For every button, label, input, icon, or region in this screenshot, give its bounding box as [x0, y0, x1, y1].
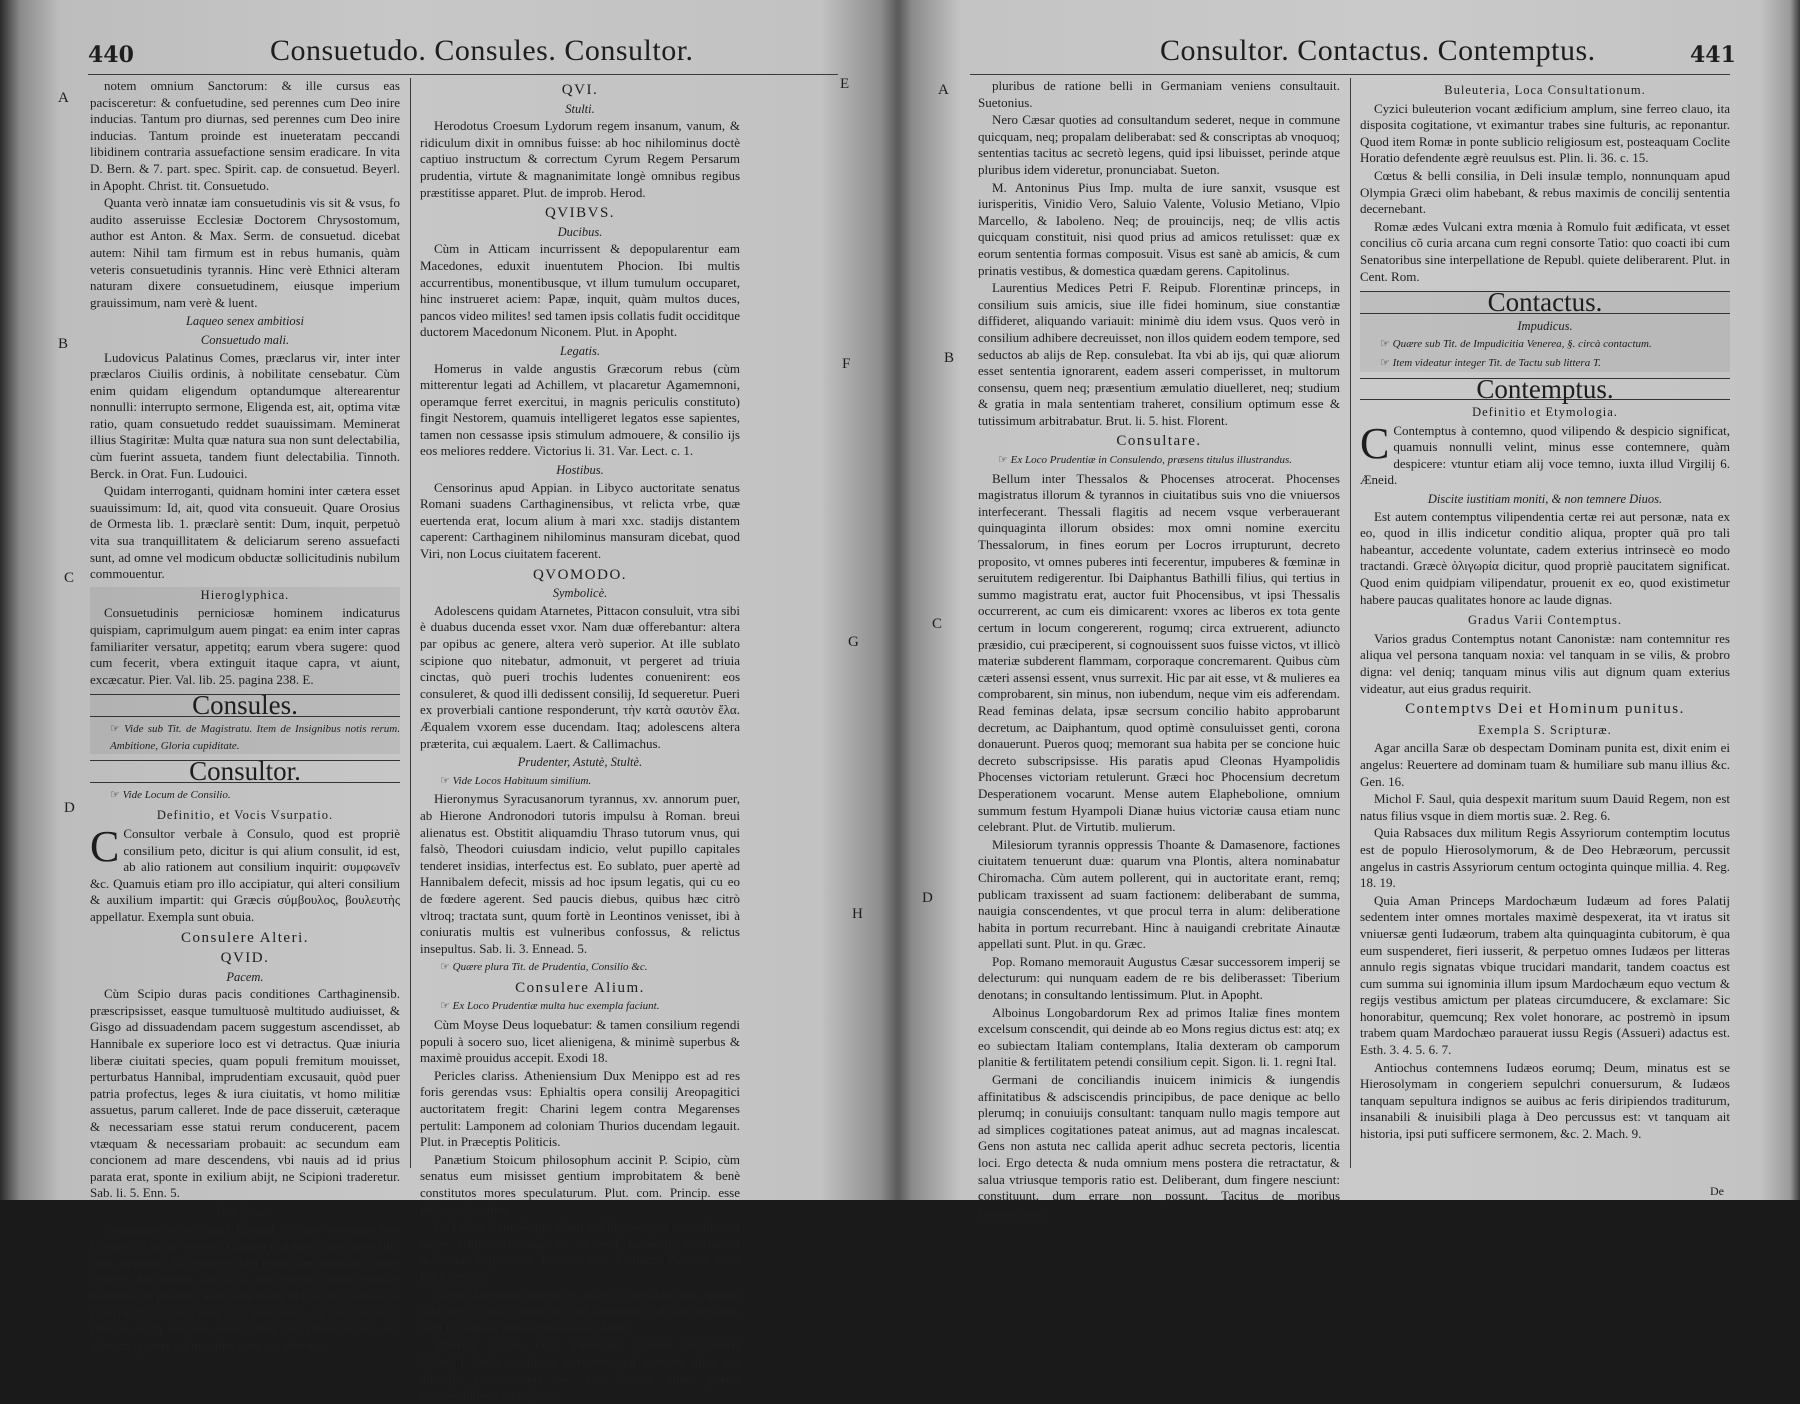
paragraph: Quia Aman Princeps Mardochæum Iudæum ad fores Palatij sedentem inter omnes mortales maximè despexerat, ita vt iratus sit vniuersæ genti Iudæorum, trabem alta quinquaginta cubitorum, è qua eum suspenderet, fieri iusserit, & perpetuo omnes Iudæos per litteras annulo regis signatas vbique trucidari mandarit, tandem coactus est cum summa sui ignominia illum ipsum Mardochæum equo vectum & regijs vestibus amictum per plateas circumducere, & exclamare: Sic honorabitur, quemcunq; Rex volet honorare, ac postremò in ipsum trabem quam Mardochæo parauerat iussu Regis (Assueri) adactus est. Esth. 3. 4. 5. 6. 7.: [1360, 892, 1730, 1058]
section-heading: QVIBVS.: [544, 205, 616, 222]
section-heading: Contemptvs Dei et Hominum punitus.: [1405, 701, 1685, 718]
section-heading: QVID.: [220, 950, 270, 967]
paragraph: Ludovicus Palatinus Comes, præclarus vir, inter inter præclaros Ciuilis ordinis, à nobilitate censebatur. Cùm enim quidam eligendum optandumque alterearentur nonnulli: interrupto sermone, Eligenda est, ait, optima vitæ ratio, quam consuetudo reddet suauissimam. Meminerat illius Stagiritæ: Multa quæ natura sua non sunt delectabilia, cùm fuerint assueta, tandem fiunt delectabilia. Tinnoth. Berck. in Orat. Fun. Ludouici.: [90, 349, 400, 481]
paragraph: Germani de conciliandis inuicem inimicis & iungendis affinitatibus & adsciscendis principibus, de pace denique ac bello plerumq; in conuiuijs consultant: tanquam nullo magis tempore aut ad simplices cogitationes pateat animus, aut ad magnas incalescat. Gens non astuta nec callida aperit adhuc secreta pectoris, licentia loci. Ergo detecta & nuda omnium mens postera die retractatur, & salua vtriusque temporis ratio est. Deliberant, dum fingere nesciunt: constituunt, dum errare non possunt. Tacitus de moribus Germanorum.: [978, 1072, 1340, 1220]
right-page: [910, 0, 1800, 1220]
paragraph: Homerus in valde angustis Græcorum rebus (cùm mitterentur legati ad Achillem, vt placaretur Agamemnoni, operamque ferret exercitui, in magnis periculis constituto) fingit Nestorem, quamuis intelligeret legatos esse sapientes, tamen non cessasse ipsis stimulum admouere, & consilio ijs eos meliores reddere. Victorius li. 31. Var. Lect. c. 1.: [420, 360, 740, 459]
subheading: Stulti.: [565, 101, 595, 116]
paragraph: Laurentius Medices Petri F. Reipub. Florentinæ princeps, in consilium suis amicis, siue ille fidei hominum, siue constantiæ diffideret, aliquando variauit: minimè diu idem vsus. Quos verò in consilium adhibere decreuisset, non illos quidem eodem tempore, sed seductos ab alijs de Rep. consulebat. Ita vbi ab ijs, qui quæ aliorum esset sententia ignorarent, eadem asseri comperisset, in multorum consensu, quem neq; præsentium æmulatio diuelleret, neq; studium & gratia in mala sententiam traheret, consilium optimum esse & tutissimum arbitrabatur. Brut. li. 5. hist. Florent.: [978, 280, 1340, 428]
margin-letter-e: E: [840, 76, 850, 92]
subheading: Ducibus.: [557, 224, 603, 239]
paragraph: Cœtus & belli consilia, in Deli insulæ templo, nonnunquam apud Olympia Græci olim habebant, & rebus maximis de concilij sententia decernebant.: [1360, 167, 1730, 217]
left-page: [0, 0, 890, 1403]
subheading: Laqueo senex ambitiosi: [185, 314, 305, 329]
right-column-2: [1360, 78, 1730, 1188]
subheading: Legatis.: [560, 343, 600, 358]
running-head: Consultor. Contactus. Contemptus.: [1160, 34, 1596, 67]
paragraph: Cyzici buleuterion vocant ædificium amplum, sine ferreo clauo, ita disposita cogitatione, vt eximantur trabes sine fulturis, ac reponantur. Quod item Romæ in ponte sublicio religiosum est, posteaquam Coclite Horatio defendente ægrè reuulsus est. Plin. li. 36. c. 15.: [1360, 100, 1730, 166]
margin-letter-d: D: [922, 890, 933, 906]
paragraph: pluribus de ratione belli in Germaniam veniens consultauit. Suetonius.: [978, 78, 1340, 110]
page-number: 441: [1690, 42, 1736, 68]
section-heading: Definitio et Etymologia.: [1472, 405, 1618, 420]
cross-reference: ☞ Vide sub Tit. de Magistratu. Item de Insignibus notis rerum. Ambitione, Gloria cupiditate.: [110, 721, 400, 754]
left-column-1: [90, 78, 400, 1353]
section-title: Contactus.: [1360, 291, 1730, 314]
paragraph: Hieronymus Syracusanorum tyrannus, xv. annorum puer, ab Hierone Andronodori tutoris impulsu à Roman. breui alienatus est. Obstitit aliquamdiu Thraso tutorum vnus, qui falsò, Theodori cuiusdam indicio, velut pupillo capitales tenderet insidias, interfectus est. Eo sublato, puer apertè ad Hannibalem defecit, missis ad hoc ipsum legatis, qui cu eo de fœdere agerent. Sed paucis diebus, quibus hæc citrò vltroq; tractata sunt, quum fortè in Leontinos venisset, ibi à coniuratis multis est vulneribus confossus, & relictus insepultus. Sab. li. 3. Ennead. 5.: [420, 791, 740, 956]
section-heading: Hieroglyphica.: [200, 587, 290, 602]
subheading: Pacem.: [226, 969, 264, 984]
section-title: Consules.: [90, 694, 400, 717]
paragraph: Adolescens quidam Atarnetes, Pittacon consuluit, vtra sibi è duabus ducenda esset vxor. Nam duæ offerebantur: altera par opibus ac genere, altera verò superior. At ille sublato scipione quo nitebatur, admonuit, vt pergeret ad triuia cinctas, quò pueri trochis ludentes conuenirent: eos consuleret, & quod illi dedissent consilij, Id sequeretur. Pueri ex proverbiali cantione responderunt, τὴν κατὰ σαυτὸν ἔλα. Æqualem vxorem esse ducendam. Itaq; adolescens altera præterita, cui æqualem. Laert. & Callimachus.: [420, 602, 740, 751]
catchword: De: [1710, 1184, 1724, 1198]
paragraph: Panætium Stoicum philosophum accinit P. Scipio, cùm senatus eum misisset gentium improbitatem & benè constitutos mores speculaturum. Plut. com. Princip. esse philosophandum.: [420, 1151, 740, 1217]
subheading: Impudicus.: [1517, 318, 1573, 333]
cross-reference: ☞ Vide Locum de Consilio.: [110, 787, 400, 804]
section-heading: Exempla S. Scripturæ.: [1478, 722, 1612, 737]
verse-quote: Discite iustitiam moniti, & non temnere Diuos.: [1427, 492, 1663, 507]
section-heading: Consulere Alium.: [515, 979, 645, 996]
margin-letter-h: H: [852, 906, 863, 922]
paragraph: Pædagogvs senex apud Euripid. in Ione consuluit ipsi Creusæ, vt tollat veneno Xuthum maritum, cum nouo filio Ione, inquiens: Eapropter te iam multe hæc quiddam facere oportet. Aut gladio, aut dolo, aut veneno, istum interfice maritum, & puerum, antequam mors tibi ex illis veniat. Si enim negligis, & vitam istis reliqueris, tu periclitaberis. Duobus enim hostibus venientibus sub vnum tectum, aut alterum oportet infortunium pati, aut alterum.: [90, 1221, 400, 1353]
paragraph: Nero Cæsar quoties ad consultandum sederet, neque in commune quicquam, neq; propalam deliberabat: sed & conscriptas ab vnoquoq; sententias tacitus ac secretò legens, quid ipsi libuisset, perinde atque pluribus idem videretur, pronunciabat. Sueton.: [978, 112, 1340, 177]
paragraph: Cùm Scipio duras pacis conditiones Carthaginensib. præscripsisset, easque tumultuosè multitudo audiuisset, & Gisgo ad dissuadendam pacem suggestum ascendisset, ab Hannibale ex superiore loco est vi detractus. Quæ iniuria liberæ ciuitati species, quam populi fremitum mouisset, perturbatus Hannibal, imprudentiam excusauit, quòd puer patria profectus, leges & iura ciuitatis, vt homo militiæ assuetus, parum calleret. Inde de pace disseruit, cæteraque & necessariam esse statui rerum conducerent, pacem vtæquam & necessariam probauit: ac secundum eam concionem ad mare descendens, vbi nauis ad id prius parata erat, sponte in exilium abijt, ne Scipioni traderetur. Sab. li. 5. Enn. 5.: [90, 986, 400, 1201]
paragraph: M. Antoninus Pius Imp. multa de iure sanxit, vsusque est iurisperitis, Vinidio Vero, Saluio Valente, Volusio Metiano, Vlpio Marcello, & Iaboleno. Neq; de prouincijs, neq; de vllis actis quicquam constituit, nisi quod prius ad amicos retulisset: quæ ex eorum sententia formas composuit. Visus est sanè ab amicis, & cum prinatis vestibus, & domestica quædam gerens. Capitolinus.: [978, 179, 1340, 278]
paragraph: Antiochus contemnens Iudæos eorumq; Deum, minatus est se Hierosolymam in congeriem sepulchri conuersurum, & Iudæos tanquam sepultura indignos se auibus ac feris diripiendos traditurum, insanabili & inuisibili plaga à Deo percussus est: vt tanquam ait historia, ipsi puti sufficere sermonem, &c. 2. Mach. 9.: [1360, 1059, 1730, 1142]
paragraph: Est autem contemptus vilipendentia certæ rei aut personæ, nata ex eo, quod in illis indicetur conditio aliqua, propter quā pro tali habeantur, accedente voluntate, cadem exterius intrinsecè eo modo tractandi. Græcè ὀλιγωρία dicitur, quod propriè paucitatem significat. Quod enim quidpiam vilipendatur, prouenit ex eo, quod existimetur habere paucas qualitates honore ac laude dignas.: [1360, 508, 1730, 607]
paragraph: Herodotus Croesum Lydorum regem insanum, vanum, & ridiculum dixit in omnibus fuisse: ab hoc nihilominus doctè captiuo instructum & correctum Cyrum Regem Persarum prudentia, virtute & magnanimitate longè omnibus regibus præstitisse apparet. Plut. de improb. Herod.: [420, 118, 740, 200]
paragraph: Cùm Moyse Deus loquebatur: & tamen consilium regendi populi à socero suo, licet alienigena, & minimè superbus & maximè prouidus accepit. Exodi 18.: [420, 1017, 740, 1066]
margin-letter-b: B: [944, 350, 955, 366]
paragraph: notem omnium Sanctorum: & ille cursus eas pacisceretur: & confuetudine, sed perennes cum Deo inire inducias. Tantum pro diurnas, sed perennes cum Deo inire inducias. Tantum proinde est inueteratam peccandi libidinem contraria assuefactione sensim eradicare. In vita D. Bern. & 7. part. spec. Spirit. cap. de consuetud. Beyerl. in Apopht. Christ. tit. Consuetudo.: [90, 78, 400, 193]
margin-letter-d: D: [64, 800, 75, 816]
paragraph: Bellum inter Thessalos & Phocenses atrocerat. Phocenses magistratus illorum & tyrannos in ciuitatibus suis vno die vniuersos interfecerant. Thessali flagitis ad necem vsque verberauerant quinquaginta illorum obsides: mox omni nomine exercitu Thessalorum, in fines eorum per Locros irrupturunt, decreto proposito, vt omnes puberes inti fecerentur, impuberes & fœminæ in seruitutem redigerentur. Ibi Daiphantus Bathilli filius, qui tertius in summo magistratu erat, auctor fuit Phocensibus, vt ipsi Thessalis occurrerent, ac cum eis dimicarent: vxores ac liberos ex tota gente certum in locum congererent, rogumq; circa extruerent, adiuncto præsidio, cui præciperent, si cognouissent suos fuisse victos, vt illicò materiæ subderent flammam, corporaque concremarent. Quibus cùm cæteri assensi essent, vnus surrexit. Hic par ait esse, vt & mulieres ea comprobarent, sin minus, non iubendum, neque vim eis adferendam. Read feminas delata, ipsæ secrsum concilio habito approbarunt decretum, ac Daiphantum, quod optimè consuluisset genti, corona donauerunt. Pueros quoq; memorant sua habita per se concione huic decreto subscripsisse. His paratis apud Cleonas Hyampolidis Phocenses victoriam retulerunt. Græci hoc Phocensium decretum Desperationem vocarunt. Mense autem Elaphebolione, omnium summum festum Hyampoli Dianæ huius victoriæ causa etiam nunc celebrant. Plut. de Virtutib. mulierum.: [978, 470, 1340, 835]
paragraph: Alboinus Longobardorum Rex ad primos Italiæ fines montem excelsum conscendit, qui deinde ab eo Mons regius dictus est: atq; ex eo subiectam Italiam contemplans, Italia dexteram ob camporum planitie & fertilitatem petendi consilium cepit. Sigon. li. 1. regni Ital.: [978, 1004, 1340, 1070]
margin-letter-f: F: [842, 356, 851, 372]
paragraph: Pop. Romano memorauit Augustus Cæsar successorem imperij se delecturum: qui nunquam eadem de re bis deliberasset: Tiberium denotans; in consultando lentissimum. Plut. in Apopht.: [978, 953, 1340, 1003]
drop-cap: C: [1360, 418, 1390, 468]
section-heading: Consultare.: [1116, 433, 1202, 450]
section-title: Contemptus.: [1360, 378, 1730, 401]
subheading: Symbolicè.: [552, 586, 608, 601]
right-column-1: [978, 78, 1340, 1220]
subheading: Hostibus.: [556, 463, 604, 478]
page-number: 440: [88, 42, 134, 68]
paragraph: Pericles clariss. Atheniensium Dux Menippo est ad res foris gerendas vsus: Ephialtis opera consilij Areopagitici auctoritatem fregit: Charini legem contra Megarenses pertulit: Lamponem ad coloniam Thurios ducendam legauit. Plut. in Præceptis Politicis.: [420, 1067, 740, 1150]
margin-letter-g: G: [848, 634, 859, 650]
paragraph: Quanta verò innatæ iam consuetudinis vis sit & vsus, fo audito asseruisse Ecclesiæ Doctorem Chrysostomum, author est Anton. & Max. Serm. de consuetud. dicebat autem: Nihil tam firmum est in rebus humanis, quàm veteris consuetudinis tyrannis. Hinc verè Ethnici alteram naturam dixere consuetudinem, eiusque imperium grauissimum, nam verè & luent.: [90, 195, 400, 310]
head-rule: [88, 74, 838, 75]
paragraph: Consuetudinis perniciosæ hominem indicaturus quispiam, caprimulgum auem pingat: ea enim inter capras familiariter versatur, appetitq; earum vbera sugere: quod cum fecerit, vbera extinguit itaque capra, vt aiunt, excæcatur. Pier. Val. lib. 25. pagina 238. E.: [90, 605, 400, 687]
cross-reference: ☞ Quære sub Tit. de Impudicitia Venerea, §. circà contactum.: [1380, 336, 1730, 353]
section-heading: Consulere Alteri.: [181, 929, 309, 946]
cross-reference: ☞ Item videatur integer Tit. de Tactu sub littera T.: [1380, 355, 1730, 372]
paragraph: C. Lælio idem Scipio domi militiq; semper consultorem atque arbitro vtebatur: vt dicerent nonnulli; histrionem actionum Scipionem, Poëtam esse Lælium. Plut. an Seni tract. respub.: [420, 1219, 740, 1284]
paragraph: Tiberius Cæsar, cùm Varianam cladem negligentia Quintilij ducis accidisse cerneret, qui semper alias sui arbitrij, contentusque se vno fuerat, tunc præter consuetudinem cum pluri-: [420, 1337, 740, 1403]
paragraph: Censorinus apud Appian. in Libyco auctoritate senatus Romani suadens Carthaginensibus, vt relicta vrbe, quæ euertenda erat, locum alium à mari xxc. stadijs distantem caperent: Carthaginem nihilominus mansuram dicebat, quod Viri, non Locus ciuitatem facerent.: [420, 479, 740, 562]
paragraph: Agar ancilla Saræ ob despectam Dominam punita est, dixit enim ei angelus: Reuertere ad dominam tuam & humiliare sub manu illius &c. Gen. 16.: [1360, 740, 1730, 789]
paragraph: Cicero fatebatur optima se, quæ in consulatu sua, quibus salubriter consul institisset, ad consilium patriam seruauit, cum P. Nigidio philosopho iniisse. Idem.: [420, 1286, 740, 1335]
margin-letter-c: C: [932, 616, 943, 632]
paragraph: Contemptus à contemno, quod vilipendo & despicio significat, quamuis nonnulli velint, minus esse contemnere, quàm despicere: vtuntur etiam alij voce temno, iuxta illud Virgilij 6. Æneid.: [1360, 422, 1730, 488]
cross-reference: ☞ Ex Loco Prudentiæ multa huc exempla faciunt.: [440, 998, 740, 1015]
paragraph: Quia Rabsaces dux militum Regis Assyriorum contemptim locutus est de populo Hierosolymorum, & de Deo Hebræorum, percussit angelus in castris Assyriorum centum octoginta quinque millia. 4. Reg. 18. 19.: [1360, 825, 1730, 891]
subheading: Consuetudo mali.: [200, 332, 290, 347]
margin-letter-c: C: [64, 570, 75, 586]
margin-letter-a: A: [58, 90, 69, 106]
margin-letter-b: B: [58, 336, 69, 352]
paragraph: Cùm in Atticam incurrissent & depopularentur eam Macedones, eduxit inuentutem Phocion. Ibi multis accurrentibus, monentibusque, vt illum tumulum occuparet, hinc instrueret aciem: Papæ, inquit, quàm multos duces, pancos video milites! sed tamen ipsis collatis fudit occiditque ductorem Macedonum Niconem. Plut. in Apopht.: [420, 241, 740, 340]
paragraph: Michol F. Saul, quia despexit maritum suum Dauid Regem, non est natus filius vsque in diem mortis suæ. 2. Reg. 6.: [1360, 791, 1730, 823]
cross-reference: ☞ Quære plura Tit. de Prudentia, Consilio &c.: [440, 959, 740, 976]
section-heading: QVI.: [561, 82, 599, 98]
cross-reference: ☞ Vide Locos Habituum similium.: [440, 773, 740, 790]
column-rule: [410, 78, 411, 1168]
drop-cap: C: [90, 821, 120, 871]
column-rule: [1350, 78, 1351, 1168]
left-column-2: [420, 78, 740, 1403]
section-heading: Buleuteria, Loca Consultationum.: [1444, 83, 1646, 97]
section-heading: Definitio, et Vocis Vsurpatio.: [156, 808, 334, 823]
paragraph: Quidam interroganti, quidnam homini inter cætera esset suauissimum: Id, ait, quod vita consueuit. Quare Orosius de Ormesta lib. 1. præclarè sentit: Dum, inquit, perpetuò vita sua tranquillitatem & deliciarum sereno assuefacti sunt, ad omne vel modicum obductæ sollicitudinis nubilum commouentur.: [90, 483, 400, 582]
head-rule: [970, 74, 1730, 75]
section-heading: QVOMODO.: [532, 566, 628, 583]
paragraph: Varios gradus Contemptus notant Canonistæ: nam contemnitur res aliqua vel persona tanquam noxia: vel tanquam in se vilis, & probro digna: vel deniq; tanquam minus vilis aut dignum quam exterius videatur, aut eius gradus requirit.: [1360, 630, 1730, 696]
running-head: Consuetudo. Consules. Consultor.: [270, 34, 694, 67]
paragraph: Consultor verbale à Consulo, quod est propriè consilium peto, dicitur is qui alium consulit, id est, ab alio rationem aut consilium inquirit: συμφωνεῖν &c. Quamuis etiam pro illo accipiatur, qui alteri consilium & auxilium impartit: qui Græcis σύμβουλος, βουλευτὴς appellatur. Exempla sunt obuia.: [90, 825, 400, 924]
subheading: Veneficium.: [216, 1205, 274, 1219]
paragraph: Romæ ædes Vulcani extra mœnia à Romulo fuit ædificata, vt esset concilius cõ curia arcana cum regni consorte Tatio: quo coacti ibi cum Senatoribus sine interpellatione de Republ. quiete deliberarent. Plut. in Cent. Rom.: [1360, 218, 1730, 284]
margin-letter-a: A: [938, 82, 949, 98]
section-title: Consultor.: [90, 760, 400, 783]
cross-reference: ☞ Ex Loco Prudentiæ in Consulendo, præsens titulus illustrandus.: [998, 452, 1340, 469]
paragraph: Milesiorum tyrannis oppressis Thoante & Damasenore, factiones ciuitatem tenuerunt duæ: quarum vna Plontis, altera nominabatur Chiromacha. Cùm autem pollerent, qui in auctoritate erant, remq; publicam traxissent ad suam factionem: deliberabant de summa, nauigia conscendentes, vt que procul terra in alum: deliberatione habita in portum recurrebant. Hinc à nauigandi crebritate Ainautæ appellati sunt. Plut. in qu. Græc.: [978, 836, 1340, 952]
subheading: Prudenter, Astutè, Stultè.: [517, 755, 643, 770]
section-heading: Gradus Varii Contemptus.: [1468, 613, 1622, 628]
